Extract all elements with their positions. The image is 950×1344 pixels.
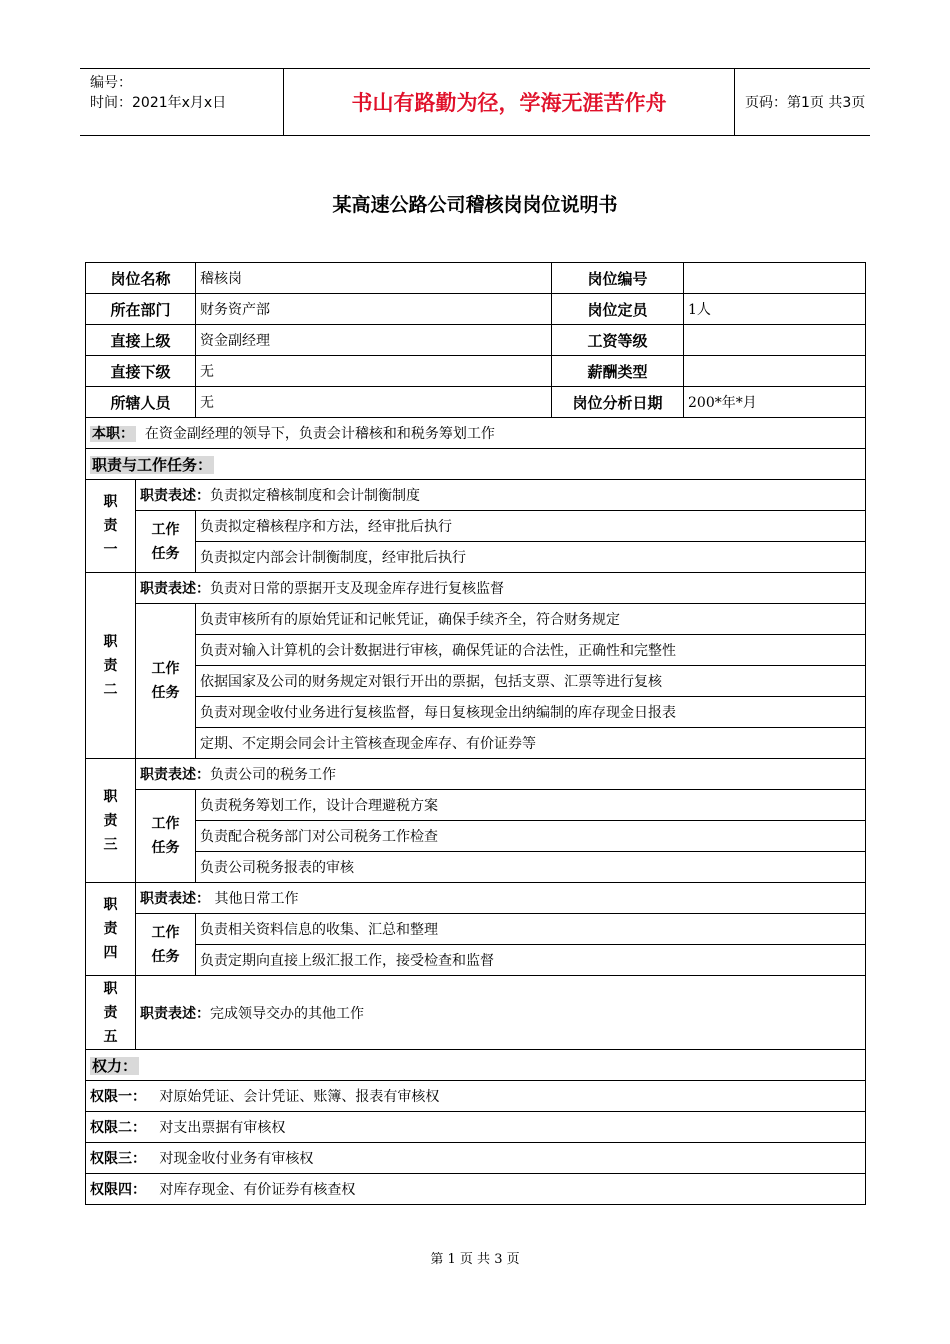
task-text: 负责审核所有的原始凭证和记帐凭证，确保手续齐全，符合财务规定 xyxy=(196,604,866,635)
task-text: 负责税务筹划工作，设计合理避税方案 xyxy=(196,790,866,821)
duty-name-text: 职 责 四 xyxy=(103,897,118,961)
duty-name-text: 职 责 三 xyxy=(103,788,118,853)
task-text: 负责拟定内部会计制衡制度，经审批后执行 xyxy=(196,542,866,573)
duty-statement: 完成领导交办的其他工作 xyxy=(210,1005,364,1022)
info-value xyxy=(684,356,866,387)
task-text: 负责拟定稽核程序和方法，经审批后执行 xyxy=(196,511,866,542)
duty-statement-label: 职责表述： xyxy=(140,891,210,907)
duty-statement-label: 职责表述： xyxy=(140,767,210,783)
job-description-table xyxy=(85,262,866,1205)
duty-name-text: 职 责 二 xyxy=(103,633,118,698)
duty-name xyxy=(86,480,136,573)
info-label: 所在部门 xyxy=(86,294,196,325)
duty-name xyxy=(86,883,136,976)
duties-heading: 职责与工作任务： xyxy=(92,455,213,474)
task-label: 工作 任务 xyxy=(136,511,196,573)
task-text: 定期、不定期会同会计主管核查现金库存、有价证券等 xyxy=(196,728,866,759)
info-value: 稽核岗 xyxy=(196,263,552,294)
info-value: 200*年*月 xyxy=(684,387,866,418)
info-label: 工资等级 xyxy=(552,325,684,356)
task-row xyxy=(86,852,866,883)
task-text: 负责相关资料信息的收集、汇总和整理 xyxy=(196,914,866,945)
basic-duty-text: 在资金副经理的领导下，负责会计稽核和和税务筹划工作 xyxy=(144,426,495,442)
duty-statement: 负责公司的税务工作 xyxy=(210,767,336,783)
task-text: 负责对输入计算机的会计数据进行审核，确保凭证的合法性，正确性和完整性 xyxy=(196,635,866,666)
task-text: 负责配合税务部门对公司税务工作检查 xyxy=(196,821,866,852)
duty-statement-row xyxy=(86,976,866,1050)
info-label: 所辖人员 xyxy=(86,387,196,418)
task-row xyxy=(86,666,866,697)
task-row xyxy=(86,635,866,666)
power-text: 对原始凭证、会计凭证、账簿、报表有审核权 xyxy=(159,1089,440,1105)
time-label: 时间：2021年x月x日 xyxy=(90,95,227,111)
info-label: 直接上级 xyxy=(86,325,196,356)
power-text: 对支出票据有审核权 xyxy=(159,1120,286,1136)
task-text: 负责对现金收付业务进行复核监督，每日复核现金出纳编制的库存现金日报表 xyxy=(196,697,866,728)
info-value: 无 xyxy=(196,356,552,387)
task-text: 负责定期向直接上级汇报工作，接受检查和监督 xyxy=(196,945,866,976)
info-row xyxy=(86,387,866,418)
task-label: 工作 任务 xyxy=(136,604,196,759)
power-text: 对现金收付业务有审核权 xyxy=(159,1151,314,1167)
task-row xyxy=(86,511,866,542)
basic-duty-row xyxy=(86,418,866,449)
task-text: 负责公司税务报表的审核 xyxy=(196,852,866,883)
info-value xyxy=(684,263,866,294)
info-label: 直接下级 xyxy=(86,356,196,387)
power-text: 对库存现金、有价证券有核查权 xyxy=(159,1182,356,1198)
duty-name xyxy=(86,976,136,1050)
info-label: 薪酬类型 xyxy=(552,356,684,387)
duty-statement-row xyxy=(86,759,866,790)
task-row xyxy=(86,821,866,852)
task-label: 工作 任务 xyxy=(136,790,196,883)
number-label: 编号： xyxy=(90,75,132,91)
info-label: 岗位名称 xyxy=(86,263,196,294)
power-row xyxy=(86,1112,866,1143)
power-row xyxy=(86,1081,866,1112)
info-row xyxy=(86,263,866,294)
duty-statement: 负责拟定稽核制度和会计制衡制度 xyxy=(210,488,420,504)
header-motto: 书山有路勤为径，学海无涯苦作舟 xyxy=(283,69,735,135)
info-row xyxy=(86,356,866,387)
duty-statement-row xyxy=(86,480,866,511)
power-row xyxy=(86,1143,866,1174)
power-label: 权限二： xyxy=(90,1120,146,1136)
task-row xyxy=(86,790,866,821)
task-row xyxy=(86,542,866,573)
duties-heading-row xyxy=(86,449,866,480)
page-indicator: 页码：第1页 共3页 xyxy=(745,95,866,111)
task-text: 依据国家及公司的财务规定对银行开出的票据，包括支票、汇票等进行复核 xyxy=(196,666,866,697)
task-row xyxy=(86,945,866,976)
duty-name xyxy=(86,759,136,883)
duty-name-text: 职 责 一 xyxy=(103,494,118,558)
power-label: 权限一： xyxy=(90,1089,146,1105)
document-title: 某高速公路公司稽核岗岗位说明书 xyxy=(332,194,618,216)
info-value: 1人 xyxy=(684,294,866,325)
info-row xyxy=(86,325,866,356)
powers-heading: 权力： xyxy=(92,1056,138,1075)
power-row xyxy=(86,1174,866,1205)
duty-statement-label: 职责表述： xyxy=(140,1005,210,1022)
task-row xyxy=(86,697,866,728)
info-value: 财务资产部 xyxy=(196,294,552,325)
duty-statement: 其他日常工作 xyxy=(210,891,299,907)
basic-duty-label: 本职： xyxy=(92,426,134,442)
header-meta xyxy=(80,69,283,135)
task-row xyxy=(86,728,866,759)
duty-statement-label: 职责表述： xyxy=(140,488,210,504)
duty-statement: 负责对日常的票据开支及现金库存进行复核监督 xyxy=(210,581,504,597)
duty-statement-row xyxy=(86,883,866,914)
task-label: 工作 任务 xyxy=(136,914,196,976)
duty-name-text: 职 责 五 xyxy=(103,980,118,1045)
duty-statement-label: 职责表述： xyxy=(140,581,210,597)
info-label: 岗位分析日期 xyxy=(552,387,684,418)
info-row xyxy=(86,294,866,325)
info-value: 无 xyxy=(196,387,552,418)
info-value xyxy=(684,325,866,356)
info-label: 岗位定员 xyxy=(552,294,684,325)
info-label: 岗位编号 xyxy=(552,263,684,294)
task-row xyxy=(86,604,866,635)
page-footer: 第 1 页 共 3 页 xyxy=(430,1252,520,1267)
page-header xyxy=(80,68,870,136)
power-label: 权限四： xyxy=(90,1182,146,1198)
duty-statement-row xyxy=(86,573,866,604)
powers-heading-row xyxy=(86,1050,866,1081)
duty-name xyxy=(86,573,136,759)
info-value: 资金副经理 xyxy=(196,325,552,356)
task-row xyxy=(86,914,866,945)
power-label: 权限三： xyxy=(90,1151,146,1167)
